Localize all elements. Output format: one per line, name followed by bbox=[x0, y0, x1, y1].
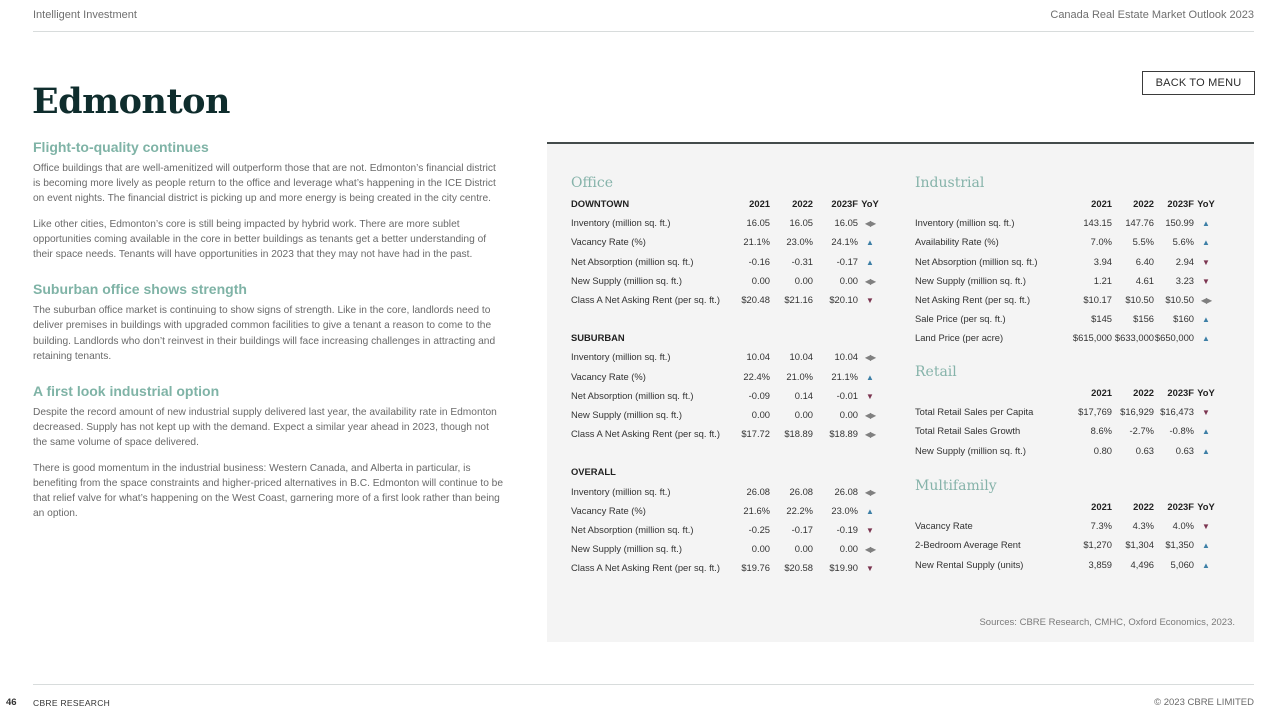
trend-down-icon: ▼ bbox=[866, 391, 874, 401]
section-flight-to-quality bbox=[33, 139, 505, 262]
yoy-cell bbox=[858, 271, 882, 290]
column-header: YoY bbox=[861, 198, 879, 210]
value-cell: 26.08 bbox=[834, 485, 858, 497]
row-label: Sale Price (per sq. ft.) bbox=[915, 313, 1006, 325]
value-cell: $160 bbox=[1173, 313, 1194, 325]
value-cell: 10.04 bbox=[789, 351, 813, 363]
value-cell: 24.1% bbox=[831, 236, 858, 248]
yoy-cell bbox=[858, 252, 882, 271]
value-cell: -2.7% bbox=[1129, 425, 1154, 437]
trend-up-icon: ▲ bbox=[1202, 541, 1210, 551]
value-cell: 23.0% bbox=[831, 504, 858, 516]
yoy-cell bbox=[1194, 555, 1218, 574]
value-cell: -0.31 bbox=[791, 255, 813, 267]
trend-flat-icon: ◀▶ bbox=[864, 487, 876, 497]
group-heading: SUBURBAN bbox=[571, 332, 625, 344]
footer-divider bbox=[33, 684, 1254, 685]
yoy-cell bbox=[858, 347, 882, 366]
row-label: Vacancy Rate (%) bbox=[571, 504, 646, 516]
industrial-table-title: Industrial bbox=[915, 175, 985, 191]
table-row bbox=[571, 252, 882, 271]
column-header: 2021 bbox=[749, 198, 770, 210]
value-cell: 6.40 bbox=[1135, 255, 1154, 267]
multifamily-table-title: Multifamily bbox=[915, 478, 997, 494]
value-cell: 22.4% bbox=[743, 370, 770, 382]
trend-up-icon: ▲ bbox=[1202, 560, 1210, 570]
row-label: New Supply (million sq. ft.) bbox=[915, 274, 1026, 286]
value-cell: -0.19 bbox=[836, 523, 858, 535]
value-cell: $21.16 bbox=[784, 294, 813, 306]
yoy-cell bbox=[858, 424, 882, 443]
office-overall-header-row bbox=[571, 462, 882, 481]
page-number: 46 bbox=[6, 697, 17, 708]
column-header: YoY bbox=[1197, 198, 1215, 210]
row-label: Vacancy Rate (%) bbox=[571, 236, 646, 248]
table-row bbox=[571, 271, 882, 290]
value-cell: 0.00 bbox=[794, 543, 813, 555]
yoy-cell bbox=[1194, 535, 1218, 554]
back-to-menu-button[interactable]: BACK TO MENU bbox=[1142, 71, 1255, 95]
trend-flat-icon: ◀▶ bbox=[864, 219, 876, 229]
value-cell: 4,496 bbox=[1130, 558, 1154, 570]
trend-up-icon: ▲ bbox=[1202, 315, 1210, 325]
row-label: Net Asking Rent (per sq. ft.) bbox=[915, 294, 1031, 306]
trend-down-icon: ▼ bbox=[1202, 257, 1210, 267]
industrial-table bbox=[915, 194, 1218, 348]
column-header: 2021 bbox=[1091, 501, 1112, 513]
value-cell: $10.50 bbox=[1125, 294, 1154, 306]
group-heading: OVERALL bbox=[571, 466, 616, 478]
section-paragraph: The suburban office market is continuing to show signs of strength. Like in the core, landlords need to deliver premises in buildings with upgraded common facilities to give a tenant a reason to come to the building. Landlords who don’t reinvest in their buildings will face increasing challenges in attracting and retaining tenants. bbox=[33, 305, 496, 362]
value-cell: $20.58 bbox=[784, 562, 813, 574]
trend-down-icon: ▼ bbox=[1202, 522, 1210, 532]
value-cell: -0.17 bbox=[791, 523, 813, 535]
trend-up-icon: ▲ bbox=[866, 372, 874, 382]
value-cell: 21.0% bbox=[786, 370, 813, 382]
row-label: Availability Rate (%) bbox=[915, 236, 999, 248]
value-cell: 8.6% bbox=[1090, 425, 1112, 437]
table-row bbox=[571, 558, 882, 577]
row-label: Total Retail Sales Growth bbox=[915, 425, 1021, 437]
header-brand-text: Intelligent Investment bbox=[33, 9, 137, 21]
column-header: 2023F bbox=[831, 198, 858, 210]
trend-flat-icon: ◀▶ bbox=[1200, 296, 1212, 306]
multifamily-table-block bbox=[915, 478, 1218, 574]
yoy-cell bbox=[1194, 421, 1218, 440]
value-cell: 16.05 bbox=[834, 217, 858, 229]
table-row bbox=[915, 232, 1218, 251]
value-cell: 7.0% bbox=[1090, 236, 1112, 248]
value-cell: 21.1% bbox=[743, 236, 770, 248]
row-label: Net Absorption (million sq. ft.) bbox=[915, 255, 1038, 267]
row-label: Land Price (per acre) bbox=[915, 332, 1004, 344]
row-label: New Supply (million sq. ft.) bbox=[915, 444, 1026, 456]
yoy-cell bbox=[858, 213, 882, 232]
yoy-cell bbox=[1194, 252, 1218, 271]
value-cell: $650,000 bbox=[1154, 332, 1194, 344]
section-heading: Flight-to-quality continues bbox=[33, 139, 209, 155]
value-cell: -0.8% bbox=[1169, 425, 1194, 437]
value-cell: $10.17 bbox=[1083, 294, 1112, 306]
table-row bbox=[571, 481, 882, 500]
column-header: 2023F bbox=[1167, 387, 1194, 399]
value-cell: $10.50 bbox=[1165, 294, 1194, 306]
yoy-cell bbox=[1194, 271, 1218, 290]
yoy-cell bbox=[858, 558, 882, 577]
value-cell: 0.00 bbox=[794, 408, 813, 420]
row-label: Class A Net Asking Rent (per sq. ft.) bbox=[571, 562, 721, 574]
value-cell: -0.16 bbox=[748, 255, 770, 267]
trend-up-icon: ▲ bbox=[1202, 238, 1210, 248]
table-row bbox=[915, 309, 1218, 328]
table-row bbox=[915, 535, 1218, 554]
column-header: 2023F bbox=[1167, 198, 1194, 210]
value-cell: 10.04 bbox=[834, 351, 858, 363]
table-row bbox=[571, 213, 882, 232]
trend-up-icon: ▲ bbox=[866, 238, 874, 248]
value-cell: $633,000 bbox=[1114, 332, 1154, 344]
table-row bbox=[571, 424, 882, 443]
value-cell: 22.2% bbox=[786, 504, 813, 516]
section-paragraph: Office buildings that are well-amenitized will outperform those that are not. Edmonton’s financial district is becoming more lively as people return to the office and leverage what’s happening in the ICE District on event nights. The financial district is picking up and more energy is being created in the city centre. bbox=[33, 163, 496, 205]
row-label: Inventory (million sq. ft.) bbox=[571, 217, 671, 229]
table-row bbox=[571, 367, 882, 386]
column-header: 2021 bbox=[1091, 387, 1112, 399]
yoy-cell bbox=[1194, 441, 1218, 460]
office-suburban-header-row bbox=[571, 328, 882, 347]
yoy-cell bbox=[858, 405, 882, 424]
office-downtown-header-row bbox=[571, 194, 882, 213]
yoy-cell bbox=[1194, 516, 1218, 535]
value-cell: 21.6% bbox=[743, 504, 770, 516]
value-cell: 26.08 bbox=[746, 485, 770, 497]
yoy-cell bbox=[858, 386, 882, 405]
section-heading: A first look industrial option bbox=[33, 383, 220, 400]
value-cell: 21.1% bbox=[831, 370, 858, 382]
value-cell: 16.05 bbox=[789, 217, 813, 229]
office-table-block bbox=[571, 175, 882, 577]
value-cell: 0.63 bbox=[1135, 444, 1154, 456]
value-cell: $20.48 bbox=[741, 294, 770, 306]
sources-note: Sources: CBRE Research, CMHC, Oxford Economics, 2023. bbox=[979, 617, 1235, 628]
table-row bbox=[915, 213, 1218, 232]
table-row bbox=[915, 441, 1218, 460]
yoy-cell bbox=[1194, 232, 1218, 251]
row-label: New Supply (million sq. ft.) bbox=[571, 274, 682, 286]
section-paragraph: There is good momentum in the industrial business: Western Canada, and Alberta in particular, is benefiting from the space constraints and higher-priced alternatives in B.C. Edmonton will continue to be that relief valve for what’s happening on the West Coast, garnering more of a first look rather than being an option. bbox=[33, 462, 504, 520]
table-row bbox=[571, 520, 882, 539]
trend-down-icon: ▼ bbox=[866, 525, 874, 535]
value-cell: 0.00 bbox=[839, 408, 858, 420]
value-cell: $20.10 bbox=[829, 294, 858, 306]
value-cell: $16,473 bbox=[1160, 406, 1194, 418]
value-cell: 0.00 bbox=[839, 274, 858, 286]
value-cell: $145 bbox=[1091, 313, 1112, 325]
value-cell: $156 bbox=[1133, 313, 1154, 325]
section-industrial-option bbox=[33, 383, 505, 521]
yoy-cell bbox=[1194, 328, 1218, 347]
section-paragraph: Like other cities, Edmonton’s core is still being impacted by hybrid work. There are more sublet opportunities coming available in the core in better buildings as tenants get a better understanding of their space needs. Tenants will have opportunities in 2023 that they may not have had in the past. bbox=[33, 218, 487, 261]
row-label: Inventory (million sq. ft.) bbox=[571, 485, 671, 497]
value-cell: 3.23 bbox=[1175, 274, 1194, 286]
row-label: Vacancy Rate (%) bbox=[571, 370, 646, 382]
value-cell: 5.6% bbox=[1172, 236, 1194, 248]
page-title: Edmonton bbox=[32, 81, 230, 122]
yoy-cell bbox=[858, 520, 882, 539]
row-label: Net Absorption (million sq. ft.) bbox=[571, 255, 694, 267]
retail-table bbox=[915, 383, 1218, 460]
value-cell: -0.17 bbox=[836, 255, 858, 267]
row-label: Class A Net Asking Rent (per sq. ft.) bbox=[571, 294, 721, 306]
table-row bbox=[571, 347, 882, 366]
column-header: 2022 bbox=[1133, 198, 1154, 210]
row-label: Vacancy Rate bbox=[915, 520, 973, 532]
value-cell: 143.15 bbox=[1083, 217, 1112, 229]
section-paragraph: Despite the record amount of new industrial supply delivered last year, the availability rate in Edmonton decreased. Supply has not kept up with the demand. Expect a similar year ahead in 2023, though not the same volume of space delivered. bbox=[33, 407, 497, 449]
retail-table-title: Retail bbox=[915, 364, 957, 380]
value-cell: $19.76 bbox=[741, 562, 770, 574]
trend-down-icon: ▼ bbox=[1202, 276, 1210, 286]
trend-up-icon: ▲ bbox=[1202, 427, 1210, 437]
column-header: 2022 bbox=[1133, 387, 1154, 399]
column-header: YoY bbox=[1197, 501, 1215, 513]
header-report-title: Canada Real Estate Market Outlook 2023 bbox=[1050, 9, 1254, 21]
value-cell: 26.08 bbox=[789, 485, 813, 497]
section-suburban-office bbox=[33, 281, 505, 364]
row-label: Inventory (million sq. ft.) bbox=[915, 217, 1015, 229]
yoy-cell bbox=[1194, 290, 1218, 309]
row-label: Inventory (million sq. ft.) bbox=[571, 351, 671, 363]
trend-flat-icon: ◀▶ bbox=[864, 353, 876, 363]
table-row bbox=[915, 421, 1218, 440]
table-row bbox=[571, 232, 882, 251]
value-cell: 0.00 bbox=[794, 274, 813, 286]
row-label: Class A Net Asking Rent (per sq. ft.) bbox=[571, 428, 721, 440]
yoy-cell bbox=[1194, 402, 1218, 421]
multifamily-table bbox=[915, 497, 1218, 574]
value-cell: 0.00 bbox=[751, 274, 770, 286]
retail-header-row bbox=[915, 383, 1218, 402]
table-row bbox=[571, 405, 882, 424]
table-row bbox=[915, 328, 1218, 347]
table-row bbox=[571, 386, 882, 405]
retail-table-block bbox=[915, 364, 1218, 460]
yoy-cell bbox=[858, 290, 882, 309]
yoy-cell bbox=[858, 539, 882, 558]
top-header-bar bbox=[33, 0, 1254, 32]
table-row bbox=[915, 252, 1218, 271]
value-cell: -0.09 bbox=[748, 389, 770, 401]
table-row bbox=[915, 402, 1218, 421]
value-cell: $1,350 bbox=[1165, 539, 1194, 551]
table-row bbox=[571, 539, 882, 558]
column-header: 2023F bbox=[1167, 501, 1194, 513]
yoy-cell bbox=[1194, 309, 1218, 328]
trend-flat-icon: ◀▶ bbox=[864, 276, 876, 286]
value-cell: 0.00 bbox=[751, 408, 770, 420]
trend-flat-icon: ◀▶ bbox=[864, 545, 876, 555]
column-header: 2022 bbox=[1133, 501, 1154, 513]
value-cell: 147.76 bbox=[1125, 217, 1154, 229]
trend-flat-icon: ◀▶ bbox=[864, 410, 876, 420]
value-cell: 0.00 bbox=[839, 543, 858, 555]
value-cell: 2.94 bbox=[1175, 255, 1194, 267]
value-cell: $18.89 bbox=[784, 428, 813, 440]
column-header: 2021 bbox=[1091, 198, 1112, 210]
yoy-cell bbox=[858, 232, 882, 251]
trend-up-icon: ▲ bbox=[1202, 219, 1210, 229]
value-cell: 10.04 bbox=[746, 351, 770, 363]
multifamily-header-row bbox=[915, 497, 1218, 516]
value-cell: 7.3% bbox=[1090, 520, 1112, 532]
value-cell: -0.01 bbox=[836, 389, 858, 401]
footer-brand: CBRE RESEARCH bbox=[33, 698, 111, 708]
trend-up-icon: ▲ bbox=[1202, 334, 1210, 344]
table-row bbox=[571, 290, 882, 309]
value-cell: 3,859 bbox=[1088, 558, 1112, 570]
footer-copyright: © 2023 CBRE LIMITED bbox=[1154, 697, 1254, 708]
value-cell: $17.72 bbox=[741, 428, 770, 440]
value-cell: 16.05 bbox=[746, 217, 770, 229]
value-cell: $615,000 bbox=[1072, 332, 1112, 344]
office-table-title: Office bbox=[571, 175, 614, 191]
trend-up-icon: ▲ bbox=[866, 506, 874, 516]
value-cell: $16,929 bbox=[1120, 406, 1154, 418]
table-row bbox=[915, 555, 1218, 574]
table-row bbox=[915, 516, 1218, 535]
table-row bbox=[915, 290, 1218, 309]
office-table bbox=[571, 194, 882, 577]
value-cell: $19.90 bbox=[829, 562, 858, 574]
table-row bbox=[915, 271, 1218, 290]
value-cell: 150.99 bbox=[1165, 217, 1194, 229]
trend-up-icon: ▲ bbox=[1202, 446, 1210, 456]
value-cell: 0.63 bbox=[1175, 444, 1194, 456]
value-cell: 1.21 bbox=[1093, 274, 1112, 286]
row-label: 2-Bedroom Average Rent bbox=[915, 539, 1021, 551]
table-row bbox=[571, 501, 882, 520]
column-header: 2022 bbox=[792, 198, 813, 210]
yoy-cell bbox=[858, 481, 882, 500]
value-cell: $1,270 bbox=[1083, 539, 1112, 551]
value-cell: 4.61 bbox=[1135, 274, 1154, 286]
value-cell: 23.0% bbox=[786, 236, 813, 248]
column-header: YoY bbox=[1197, 387, 1215, 399]
row-label: New Supply (million sq. ft.) bbox=[571, 543, 682, 555]
commentary-column bbox=[33, 139, 505, 531]
trend-down-icon: ▼ bbox=[866, 564, 874, 574]
row-label: Net Absorption (million sq. ft.) bbox=[571, 523, 694, 535]
value-cell: 5.5% bbox=[1132, 236, 1154, 248]
value-cell: 4.0% bbox=[1172, 520, 1194, 532]
yoy-cell bbox=[858, 367, 882, 386]
trend-flat-icon: ◀▶ bbox=[864, 430, 876, 440]
market-statistics-panel bbox=[547, 142, 1254, 642]
value-cell: $17,769 bbox=[1078, 406, 1112, 418]
value-cell: 5,060 bbox=[1170, 558, 1194, 570]
value-cell: 4.3% bbox=[1132, 520, 1154, 532]
value-cell: $18.89 bbox=[829, 428, 858, 440]
yoy-cell bbox=[1194, 213, 1218, 232]
value-cell: -0.25 bbox=[748, 523, 770, 535]
trend-up-icon: ▲ bbox=[866, 257, 874, 267]
value-cell: 0.00 bbox=[751, 543, 770, 555]
industrial-header-row bbox=[915, 194, 1218, 213]
yoy-cell bbox=[858, 501, 882, 520]
value-cell: 0.80 bbox=[1093, 444, 1112, 456]
group-heading: DOWNTOWN bbox=[571, 198, 630, 210]
trend-down-icon: ▼ bbox=[1202, 408, 1210, 418]
value-cell: 3.94 bbox=[1093, 255, 1112, 267]
section-heading: Suburban office shows strength bbox=[33, 281, 247, 298]
value-cell: 0.14 bbox=[794, 389, 813, 401]
value-cell: $1,304 bbox=[1125, 539, 1154, 551]
row-label: Total Retail Sales per Capita bbox=[915, 406, 1034, 418]
industrial-table-block bbox=[915, 175, 1218, 348]
row-label: New Supply (million sq. ft.) bbox=[571, 408, 682, 420]
row-label: Net Absorption (million sq. ft.) bbox=[571, 389, 694, 401]
trend-down-icon: ▼ bbox=[866, 296, 874, 306]
row-label: New Rental Supply (units) bbox=[915, 558, 1024, 570]
